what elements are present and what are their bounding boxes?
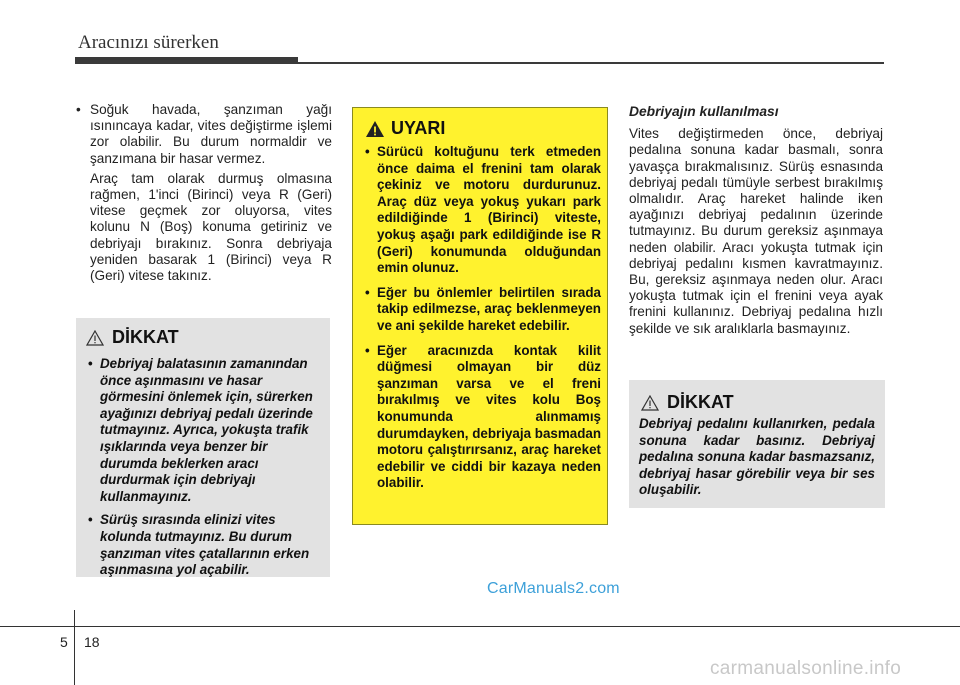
left-bullet-item xyxy=(76,102,332,167)
left-caution-item xyxy=(86,356,322,505)
warning-triangle-icon xyxy=(365,120,385,138)
left-caution-item xyxy=(86,512,322,578)
warning-item xyxy=(363,285,601,335)
watermark-link[interactable]: CarManuals2.com xyxy=(487,580,620,597)
right-caution-box xyxy=(629,380,885,508)
left-caution-body xyxy=(86,356,322,586)
warning-header xyxy=(365,118,445,139)
bullet-icon: • xyxy=(76,102,81,117)
header-rule-thin xyxy=(298,62,884,64)
left-caution-header xyxy=(86,327,179,348)
footer-rule xyxy=(0,626,960,627)
caution-triangle-icon xyxy=(86,330,104,346)
right-caution-text: Debriyaj pedalını kullanırken, pedala sonuna kadar basınız. Debriyaj pedalına sonuna kadar basmazsanız, debriyaj hasar görebilir veya bir ses oluşabilir. xyxy=(639,416,875,498)
left-column xyxy=(76,102,332,284)
warning-body xyxy=(363,144,601,500)
page-number: 18 xyxy=(84,634,100,650)
right-caution-title: DİKKAT xyxy=(667,392,734,412)
left-caution-box xyxy=(76,318,330,577)
warning-item-text: Eğer bu önlemler belirtilen sırada takip edilmezse, araç beklenmeyen ve ani şekilde hareket edebilir. xyxy=(377,284,601,333)
section-number: 5 xyxy=(60,634,68,650)
bullet-icon: • xyxy=(365,342,370,358)
right-caution-header xyxy=(641,392,734,413)
warning-box xyxy=(352,107,608,525)
warning-item xyxy=(363,144,601,277)
warning-title: UYARI xyxy=(391,118,446,138)
warning-item-text: Eğer aracınızda kontak kilit düğmesi olmayan bir düz şanzıman varsa ve el freni bırakılmış ve vites kolu Boş konumunda alınmamış durumdayken, debriyaja basmadan motoru çalıştırırsanız, araç hareket edebilir ve ciddi bir kazaya neden olabilir. xyxy=(377,342,601,491)
right-paragraph: Vites değiştirmeden önce, debriyaj pedalına sonuna kadar basmalı, sonra yavaşça bırakmalısınız. Sürüş esnasında debriyaj pedalı tümüyle serbest bırakılmış olmalıdır. Araç hareket halinde iken ayağınızı debriyaj pedalının üzerinde tutmayınız. Bu durum gereksiz aşınmaya neden olabilir. Aracı yokuşta tutmak için debriyaj pedalını kısmen kavratmayınız. Bu, gereksiz aşınmaya neden olur. Aracı yokuşta tutmak için el frenini veya ayak frenini kullanınız. Debriyaj pedalına hızlı şekilde ve sık aralıklarla basmayınız. xyxy=(629,126,883,336)
right-column xyxy=(629,104,883,337)
left-caution-item-text: Sürüş sırasında elinizi vites kolunda tutmayınız. Bu durum şanzıman vites çatallarının erken aşınmasına yol açabilir. xyxy=(100,512,310,578)
left-bullet-text: Soğuk havada, şanzıman yağı ısınıncaya kadar, vites değiştirme işlemi zor olabilir. Bu durum normaldir ve şanzımana bir hasar vermez. xyxy=(90,102,332,166)
warning-item xyxy=(363,343,601,492)
bullet-icon: • xyxy=(88,512,93,528)
bullet-icon: • xyxy=(365,284,370,300)
left-paragraph: Araç tam olarak durmuş olmasına rağmen, 1'inci (Birinci) veya R (Geri) vitese geçmek zor oluyorsa, vites kolunu N (Boş) konuma getiriniz ve debriyajı bırakınız. Sonra debriyaja yeniden basarak 1 (Birinci) veya R (Geri) vitese takınız. xyxy=(90,170,332,284)
right-section-title: Debriyajın kullanılması xyxy=(629,104,779,119)
footer-divider xyxy=(74,610,75,685)
bullet-icon: • xyxy=(365,144,370,159)
warning-item-text: Sürücü koltuğunu terk etmeden önce daima el frenini tam olarak çekiniz ve motoru durdurunuz. Araç düz veya yokuş yukarı park edildiğinde 1 (Birinci) viteste, yokuş aşağı park edildiğinde ise R (Geri) konumunda olduğundan emin olunuz. xyxy=(377,144,601,276)
bullet-icon: • xyxy=(88,356,93,371)
page-header-title: Aracınızı sürerken xyxy=(78,32,219,53)
site-watermark: carmanualsonline.info xyxy=(710,658,902,679)
header-rule-thick xyxy=(75,57,298,64)
left-caution-title: DİKKAT xyxy=(112,327,179,347)
left-caution-item-text: Debriyaj balatasının zamanından önce aşınmasını ve hasar görmesini önlemek için, sürerken ayağınızı debriyaj pedalı üzerinde tutmayınız. Ayrıca, yokuşta trafik ışıklarında veya benzer bir durumda beklerken aracı durdurmak için debriyajı kullanmayınız. xyxy=(100,356,313,504)
caution-triangle-icon xyxy=(641,395,659,411)
